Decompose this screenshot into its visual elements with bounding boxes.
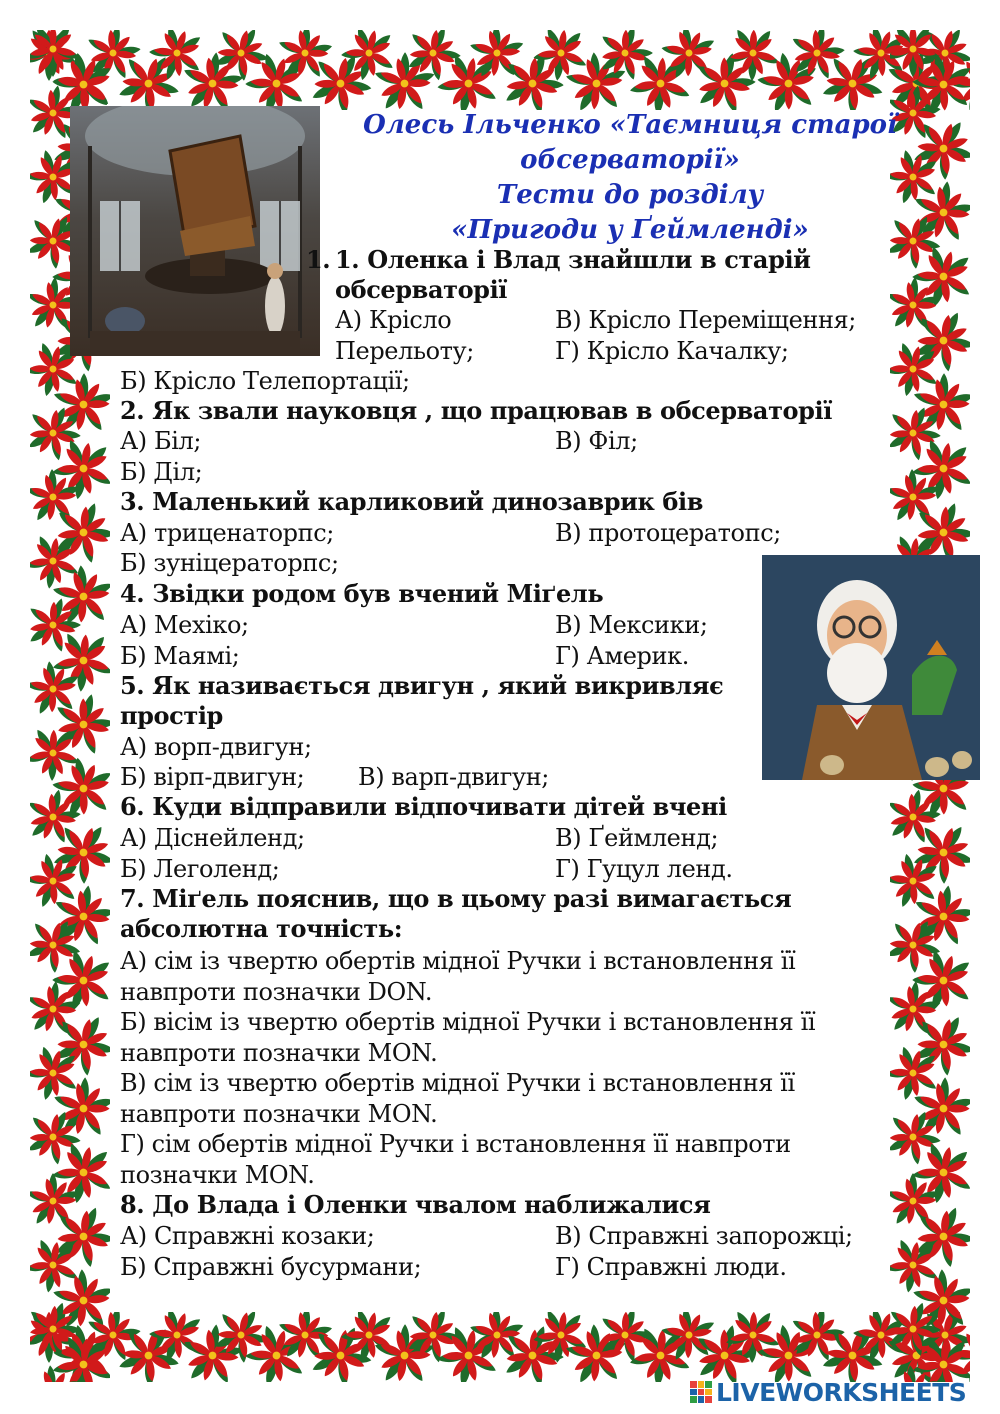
q8-option-v[interactable]: В) Справжні запорожці; <box>555 1222 853 1250</box>
q8-option-g[interactable]: Г) Справжні люди. <box>555 1253 787 1281</box>
q6-option-v[interactable]: В) Ґеймленд; <box>555 824 719 852</box>
q4-option-a[interactable]: А) Мехіко; <box>120 611 249 639</box>
q7-option-v-cont: навпроти позначки MON. <box>120 1100 438 1128</box>
q6-option-a[interactable]: А) Діснейленд; <box>120 824 305 852</box>
q6-option-g[interactable]: Г) Гуцул ленд. <box>555 855 733 883</box>
worksheet-title <box>330 108 930 248</box>
q1-option-b[interactable]: Б) Крісло Телепортації; <box>120 367 410 395</box>
liveworksheets-logo-icon <box>690 1381 712 1403</box>
q2-option-a[interactable]: А) Біл; <box>120 427 202 455</box>
q5-option-b[interactable]: Б) вірп-двигун; <box>120 763 305 791</box>
q7-option-a-cont: навпроти позначки DON. <box>120 978 433 1006</box>
q7-option-b[interactable]: Б) вісім із чвертю обертів мідної Ручки і встановлення її <box>120 1008 816 1036</box>
q5-question: 5. Як називається двигун , який викривляє <box>120 671 724 700</box>
q7-option-g-cont: позначки MON. <box>120 1161 315 1189</box>
poinsettia-border-bottom <box>30 1312 970 1382</box>
title-line-chapter: «Пригоди у Ґеймленді» <box>451 215 809 245</box>
q5-question-cont: простір <box>120 701 223 730</box>
q1-option-v[interactable]: В) Крісло Переміщення; <box>555 306 856 334</box>
observatory-chair-illustration <box>70 106 320 356</box>
q7-question-cont: абсолютна точність: <box>120 914 403 943</box>
q8-option-a[interactable]: А) Справжні козаки; <box>120 1222 375 1250</box>
q7-option-g[interactable]: Г) сім обертів мідної Ручки і встановлення її навпроти <box>120 1130 791 1158</box>
q3-option-b[interactable]: Б) зуніцераторпс; <box>120 549 339 577</box>
q7-option-b-cont: навпроти позначки MON. <box>120 1039 438 1067</box>
q6-question: 6. Куди відправили відпочивати дітей вчені <box>120 792 727 821</box>
title-line-section: Тести до розділу <box>496 180 764 210</box>
watermark-text: LIVEWORKSHEETS <box>716 1377 967 1407</box>
q8-option-b[interactable]: Б) Справжні бусурмани; <box>120 1253 422 1281</box>
poinsettia-border-top <box>30 30 970 110</box>
q1-list-marker: 1. <box>306 245 331 274</box>
q1-option-a[interactable]: А) Крісло <box>335 306 452 334</box>
q6-option-b[interactable]: Б) Леголенд; <box>120 855 280 883</box>
q4-question: 4. Звідки родом був вчений Міґель <box>120 579 604 608</box>
q1-option-g[interactable]: Г) Крісло Качалку; <box>555 337 789 365</box>
q4-option-b[interactable]: Б) Маямі; <box>120 642 240 670</box>
q7-option-a[interactable]: А) сім із чвертю обертів мідної Ручки і встановлення її <box>120 947 796 975</box>
q8-question: 8. До Влада і Оленки чвалом наближалися <box>120 1190 711 1219</box>
title-line-book: обсерваторії» <box>520 145 740 175</box>
q5-option-v[interactable]: В) варп-двигун; <box>358 763 549 791</box>
q7-option-v[interactable]: В) сім із чвертю обертів мідної Ручки і встановлення її <box>120 1069 795 1097</box>
q1-question-cont: обсерваторії <box>335 275 508 304</box>
q7-question: 7. Міґель пояснив, що в цьому разі вимагається <box>120 884 792 913</box>
q3-question: 3. Маленький карликовий динозаврик бів <box>120 487 704 516</box>
q2-question: 2. Як звали науковця , що працював в обсерваторії <box>120 396 832 425</box>
scientist-with-dinosaur-illustration <box>762 555 980 780</box>
q4-option-g[interactable]: Г) Америк. <box>555 642 689 670</box>
title-line-author: Олесь Ільченко «Таємниця старої <box>363 110 897 140</box>
q3-option-v[interactable]: В) протоцератопс; <box>555 519 781 547</box>
q4-option-v[interactable]: В) Мексики; <box>555 611 708 639</box>
q2-option-v[interactable]: В) Філ; <box>555 427 638 455</box>
poinsettia-flower-icon <box>30 1364 82 1382</box>
q3-option-a[interactable]: А) триценаторпс; <box>120 519 334 547</box>
q5-option-a[interactable]: А) ворп-двигун; <box>120 733 312 761</box>
liveworksheets-watermark[interactable] <box>690 1374 990 1410</box>
q1-question: 1. Оленка і Влад знайшли в старій <box>335 245 811 274</box>
q1-option-a-cont: Перельоту; <box>335 337 474 365</box>
q2-option-b[interactable]: Б) Діл; <box>120 458 203 486</box>
